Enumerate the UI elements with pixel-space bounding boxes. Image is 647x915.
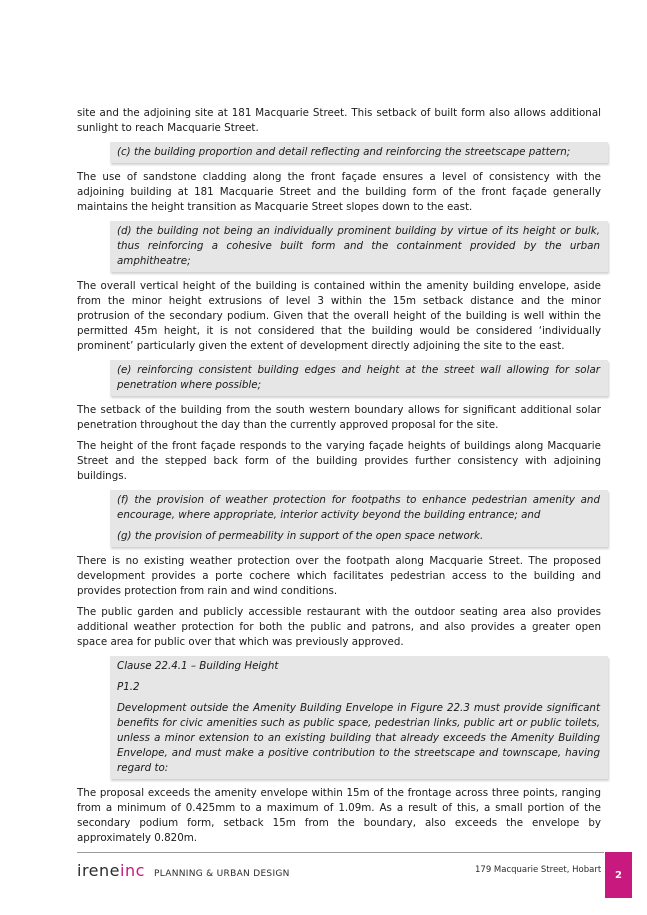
criterion-text: (d) the building not being an individually prominent building by virtue of its height or bulk, thus reinforcing a cohesive built form and the containment provided by the urban amphitheatre; <box>117 225 600 267</box>
criterion-text: (f) the provision of weather protection for footpaths to enhance pedestrian amenity and encourage, where appropriate, interior activity beyond the building entrance; and <box>117 494 600 521</box>
clause-heading: Clause 22.4.1 – Building Height <box>117 660 279 672</box>
quoted-clause-building-height <box>110 656 608 779</box>
page-number: 2 <box>615 869 622 881</box>
paragraph: There is no existing weather protection over the footpath along Macquarie Street. The proposed development provides a porte cochere which facilitates pedestrian access to the building and provides protection from rain and wind conditions. <box>77 555 601 597</box>
criterion-text: (e) reinforcing consistent building edges and height at the street wall allowing for solar penetration where possible; <box>117 364 600 391</box>
page-number-badge <box>605 852 632 898</box>
quoted-criterion-f-g <box>110 490 608 547</box>
paragraph: The use of sandstone cladding along the front façade ensures a level of consistency with the adjoining building at 181 Macquarie Street and the building form of the front façade generally maintains the height transition as Macquarie Street slopes down to the east. <box>77 171 601 213</box>
page-footer <box>77 852 632 898</box>
company-logo <box>77 861 290 880</box>
quoted-criterion-e <box>110 360 608 396</box>
footer-divider <box>77 852 604 853</box>
quoted-criterion-c <box>110 142 608 163</box>
document-body <box>77 106 601 852</box>
paragraph: site and the adjoining site at 181 Macquarie Street. This setback of built form also allows additional sunlight to reach Macquarie Street. <box>77 107 601 134</box>
logo-tagline: PLANNING & URBAN DESIGN <box>153 869 290 879</box>
paragraph: The setback of the building from the south western boundary allows for significant additional solar penetration throughout the day than the currently approved proposal for the site. <box>77 404 601 431</box>
paragraph: The overall vertical height of the building is contained within the amenity building envelope, aside from the minor height extrusions of level 3 within the 15m setback distance and the minor protrusion of the secondary podium. Given that the overall height of the building is well within the permitted 45m height, it is not considered that the building would be considered ‘individually prominent’ particularly given the extent of development directly adjoining the site to the east. <box>77 280 601 352</box>
logo-inc: inc <box>120 861 145 880</box>
criterion-text: (c) the building proportion and detail reflecting and reinforcing the streetscape pattern; <box>117 146 571 158</box>
clause-performance-criterion: P1.2 <box>117 681 140 693</box>
footer-address: 179 Macquarie Street, Hobart <box>475 865 602 875</box>
paragraph: The height of the front façade responds to the varying façade heights of buildings along Macquarie Street and the stepped back form of the building provides further consistency with adjoining buildings. <box>77 440 601 482</box>
clause-text: Development outside the Amenity Building Envelope in Figure 22.3 must provide significant benefits for civic amenities such as public space, pedestrian links, public art or public toilets, unless a minor extension to an existing building that already exceeds the Amenity Building Envelope, and must make a positive contribution to the streetscape and townscape, having regard to: <box>117 702 600 774</box>
logo-irene: irene <box>77 861 120 880</box>
criterion-text: (g) the provision of permeability in support of the open space network. <box>117 530 484 542</box>
quoted-criterion-d <box>110 221 608 272</box>
paragraph: The public garden and publicly accessible restaurant with the outdoor seating area also provides additional weather protection for both the public and patrons, and also provides a greater open space area for public over that which was previously approved. <box>77 606 601 648</box>
paragraph: The proposal exceeds the amenity envelope within 15m of the frontage across three points, ranging from a minimum of 0.425mm to a maximum of 1.09m. As a result of this, a small portion of the secondary podium form, setback 15m from the boundary, also exceeds the envelope by approximately 0.820m. <box>77 787 601 844</box>
